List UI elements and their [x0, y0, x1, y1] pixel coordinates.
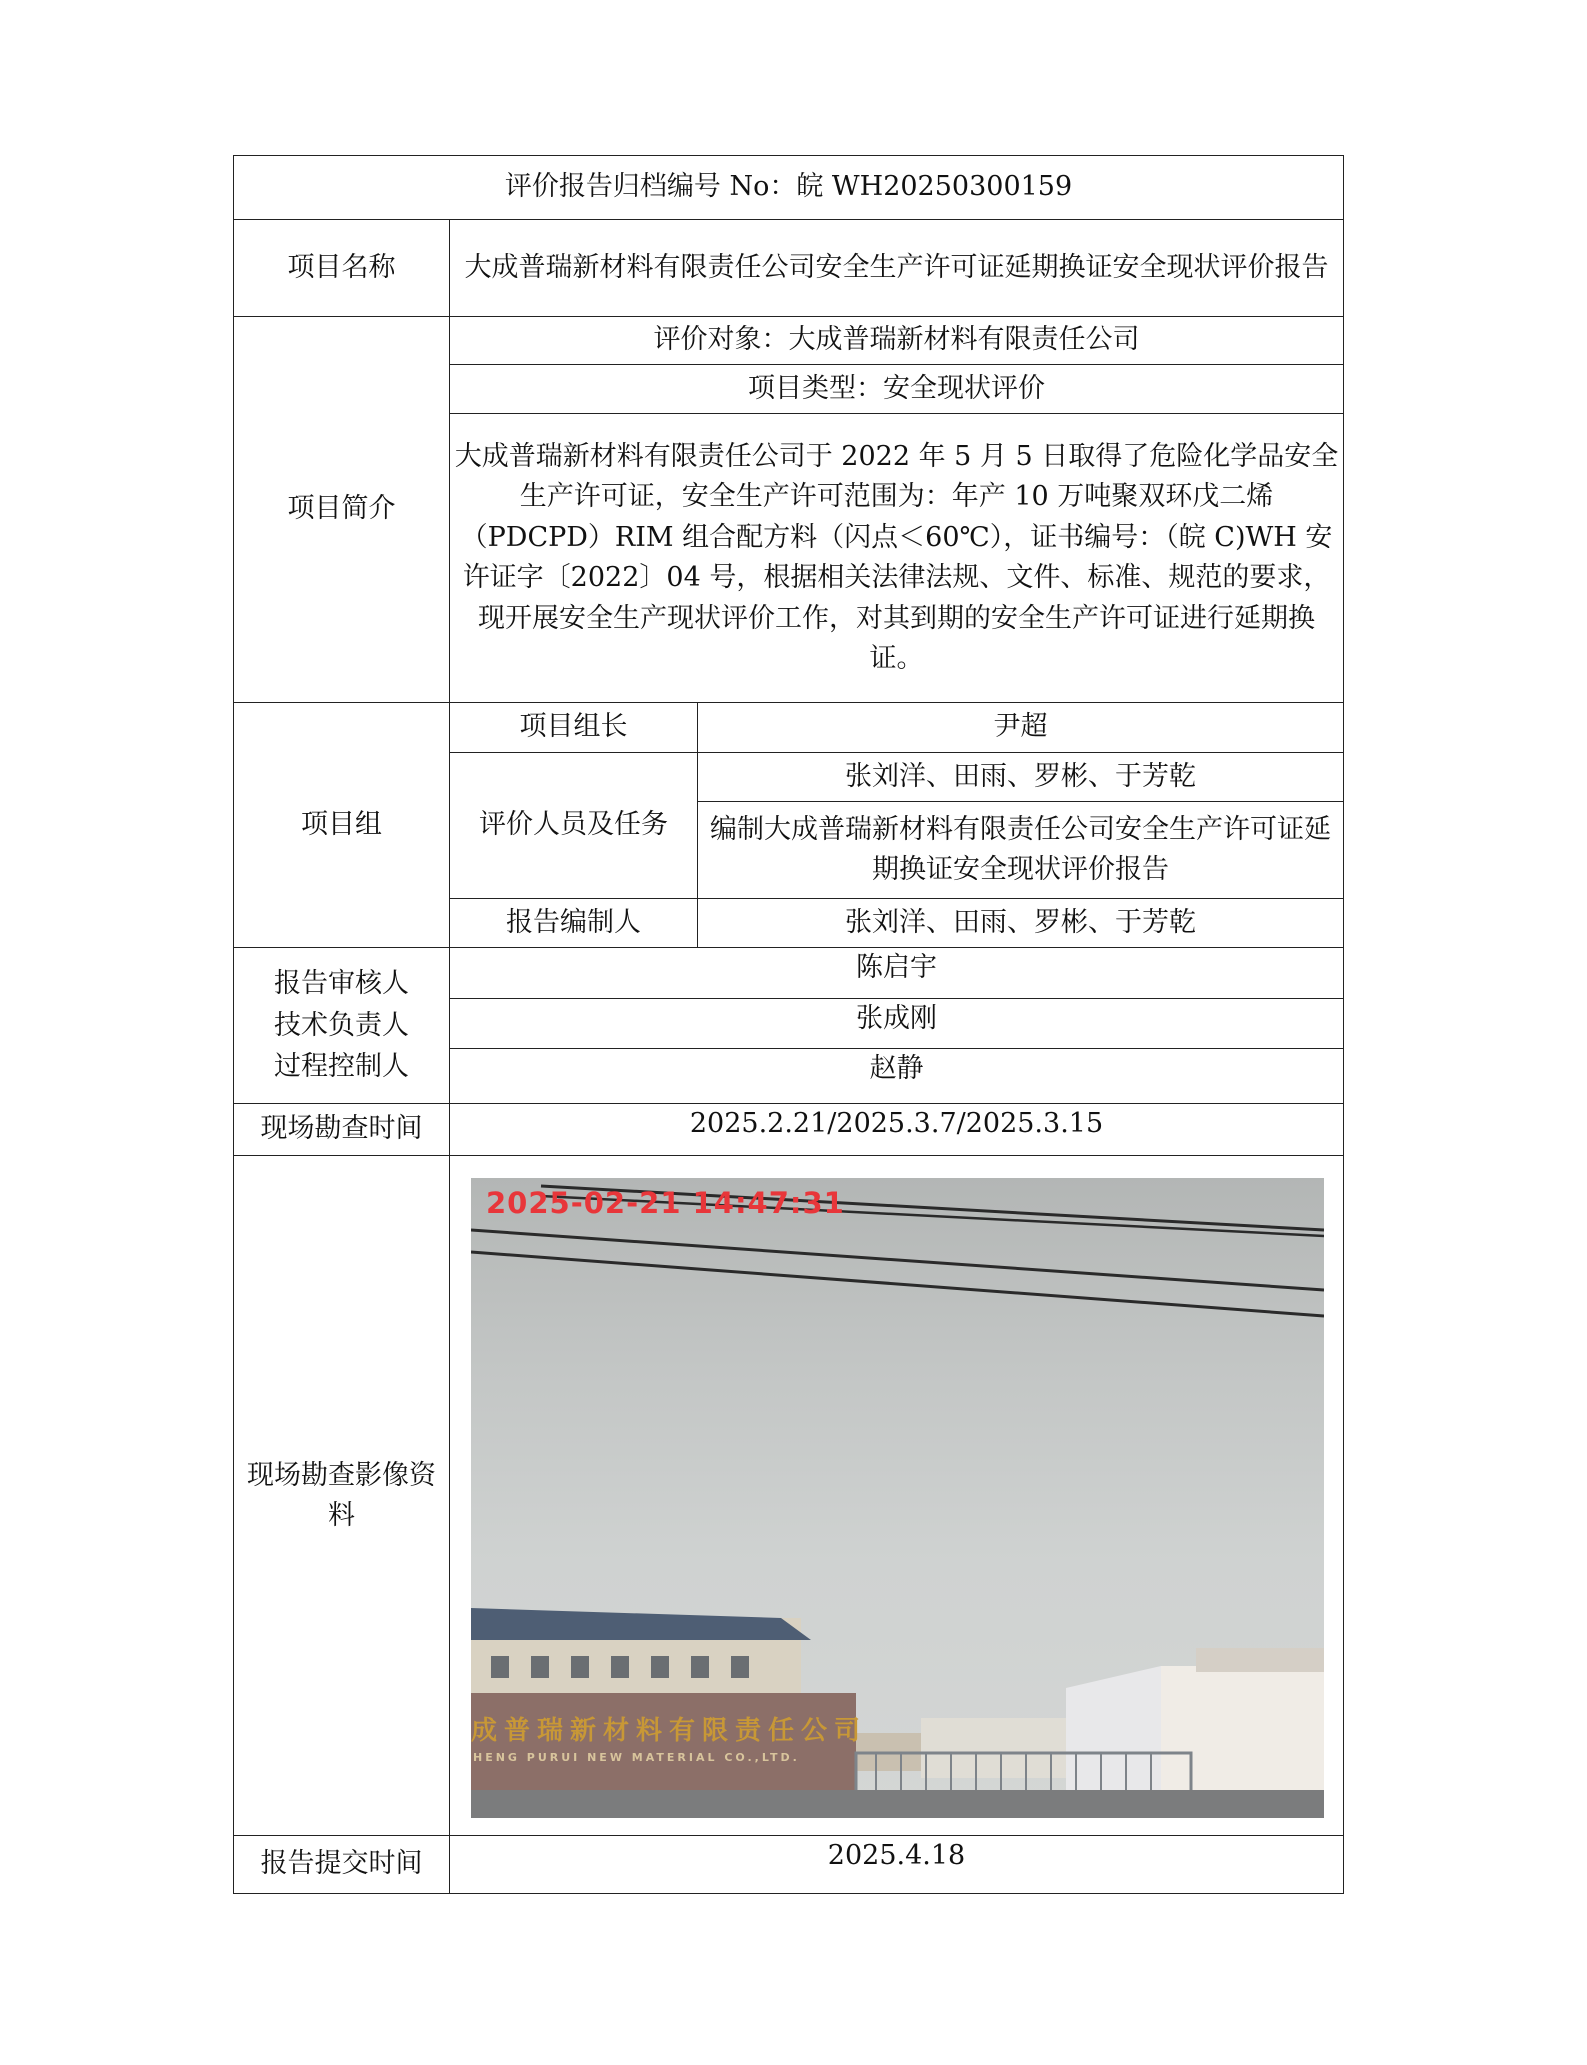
reviewer-value: 陈启宇: [450, 948, 1344, 999]
process-control-value: 赵静: [450, 1049, 1344, 1104]
project-description: 大成普瑞新材料有限责任公司于 2022 年 5 月 5 日取得了危险化学品安全生产许可证，安全生产许可范围为：年产 10 万吨聚双环戊二烯（PDCPD）RIM 组合配方料（闪点＜60℃），证书编号：（皖 C)WH 安许证字〔2022〕04 号，根据相关法律法规、文件、标准、规范的要求，现开展安全生产现状评价工作，对其到期的安全生产许可证进行延期换证。: [450, 414, 1344, 703]
compiler-label: 报告编制人: [450, 899, 698, 948]
survey-images-label: 现场勘查影像资料: [234, 1156, 450, 1836]
evaluation-task: 编制大成普瑞新材料有限责任公司安全生产许可证延期换证安全现状评价报告: [698, 802, 1344, 899]
evaluators-value: 张刘洋、田雨、罗彬、于芳乾: [698, 753, 1344, 802]
compiler-value: 张刘洋、田雨、罗彬、于芳乾: [698, 899, 1344, 948]
evaluators-label: 评价人员及任务: [450, 753, 698, 899]
survey-time-value: 2025.2.21/2025.3.7/2025.3.15: [450, 1104, 1344, 1156]
company-sign-english: HENG PURUI NEW MATERIAL CO.,LTD.: [473, 1750, 800, 1764]
company-sign-chinese: 成普瑞新材料有限责任公司: [471, 1715, 868, 1746]
reviewer-labels: [234, 948, 450, 1104]
evaluation-target: 评价对象：大成普瑞新材料有限责任公司: [450, 317, 1344, 365]
report-info-table: [233, 155, 1344, 1894]
reviewer-label: 报告审核人: [274, 967, 409, 999]
process-control-label: 过程控制人: [274, 1051, 409, 1083]
team-leader-value: 尹超: [698, 703, 1344, 753]
tech-lead-label: 技术负责人: [274, 1009, 409, 1041]
survey-time-label: 现场勘查时间: [234, 1104, 450, 1156]
project-name-value: 大成普瑞新材料有限责任公司安全生产许可证延期换证安全现状评价报告: [450, 220, 1344, 317]
submit-time-label: 报告提交时间: [234, 1836, 450, 1894]
tech-lead-value: 张成刚: [450, 999, 1344, 1049]
photo-timestamp: 2025-02-21 14:47:31: [486, 1185, 845, 1220]
site-photo: [471, 1178, 1324, 1818]
project-type: 项目类型：安全现状评价: [450, 365, 1344, 414]
submit-time-value: 2025.4.18: [450, 1836, 1344, 1894]
survey-photo-cell: [450, 1156, 1344, 1836]
archive-number: 评价报告归档编号 No：皖 WH20250300159: [234, 156, 1344, 220]
project-team-label: 项目组: [234, 703, 450, 948]
team-leader-label: 项目组长: [450, 703, 698, 753]
project-name-label: 项目名称: [234, 220, 450, 317]
project-brief-label: 项目简介: [234, 317, 450, 703]
evaluation-report-cover: [233, 155, 1343, 1894]
